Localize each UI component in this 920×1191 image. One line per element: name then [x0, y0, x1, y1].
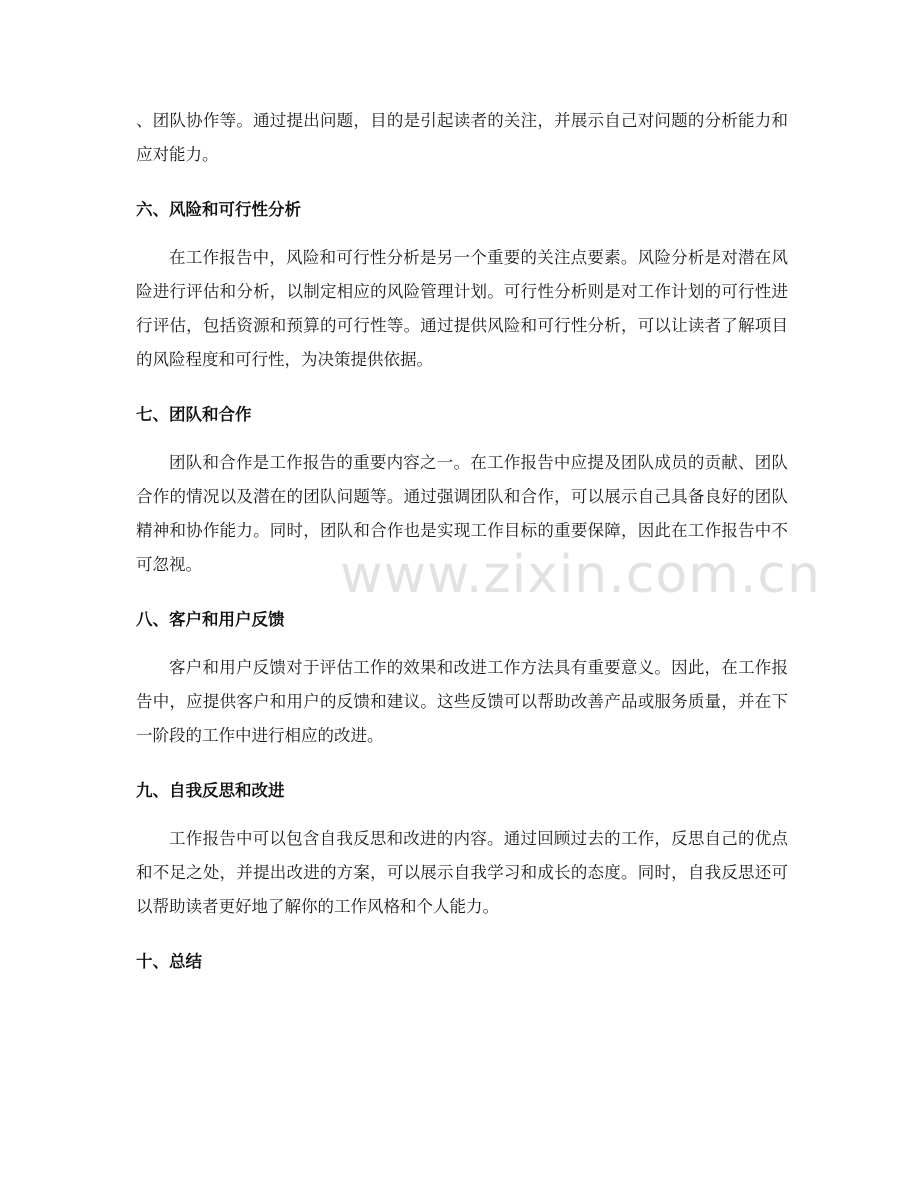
section-body-team-cooperation: 团队和合作是工作报告的重要内容之一。在工作报告中应提及团队成员的贡献、团队合作的情况以及潜在的团队问题等。通过强调团队和合作，可以展示自己具备良好的团队精神和协作能力。同时，团队和合作也是实现工作目标的重要保障，因此在工作报告中不可忽视。 [136, 453, 788, 574]
section-body-risk-feasibility: 在工作报告中，风险和可行性分析是另一个重要的关注点要素。风险分析是对潜在风险进行评估和分析，以制定相应的风险管理计划。可行性分析则是对工作计划的可行性进行评估，包括资源和预算的可行性等。通过提供风险和可行性分析，可以让读者了解项目的风险程度和可行性，为决策提供依据。 [136, 248, 788, 369]
watermark-text: www.zixin.com.cn [340, 545, 821, 605]
document-content [136, 104, 788, 979]
section-heading-self-reflection: 九、自我反思和改进 [136, 781, 285, 800]
section-heading-summary: 十、总结 [136, 952, 202, 971]
section-body-self-reflection: 工作报告中可以包含自我反思和改进的内容。通过回顾过去的工作，反思自己的优点和不足之处，并提出改进的方案，可以展示自我学习和成长的态度。同时，自我反思还可以帮助读者更好地了解你的工作风格和个人能力。 [136, 829, 788, 916]
section-heading-customer-feedback: 八、客户和用户反馈 [136, 610, 285, 629]
intro-paragraph: 、团队协作等。通过提出问题，目的是引起读者的关注，并展示自己对问题的分析能力和应对能力。 [136, 111, 788, 164]
section-heading-team-cooperation: 七、团队和合作 [136, 405, 252, 424]
section-heading-risk-feasibility: 六、风险和可行性分析 [136, 200, 301, 219]
section-body-customer-feedback: 客户和用户反馈对于评估工作的效果和改进工作方法具有重要意义。因此，在工作报告中，应提供客户和用户的反馈和建议。这些反馈可以帮助改善产品或服务质量，并在下一阶段的工作中进行相应的改进。 [136, 658, 788, 745]
